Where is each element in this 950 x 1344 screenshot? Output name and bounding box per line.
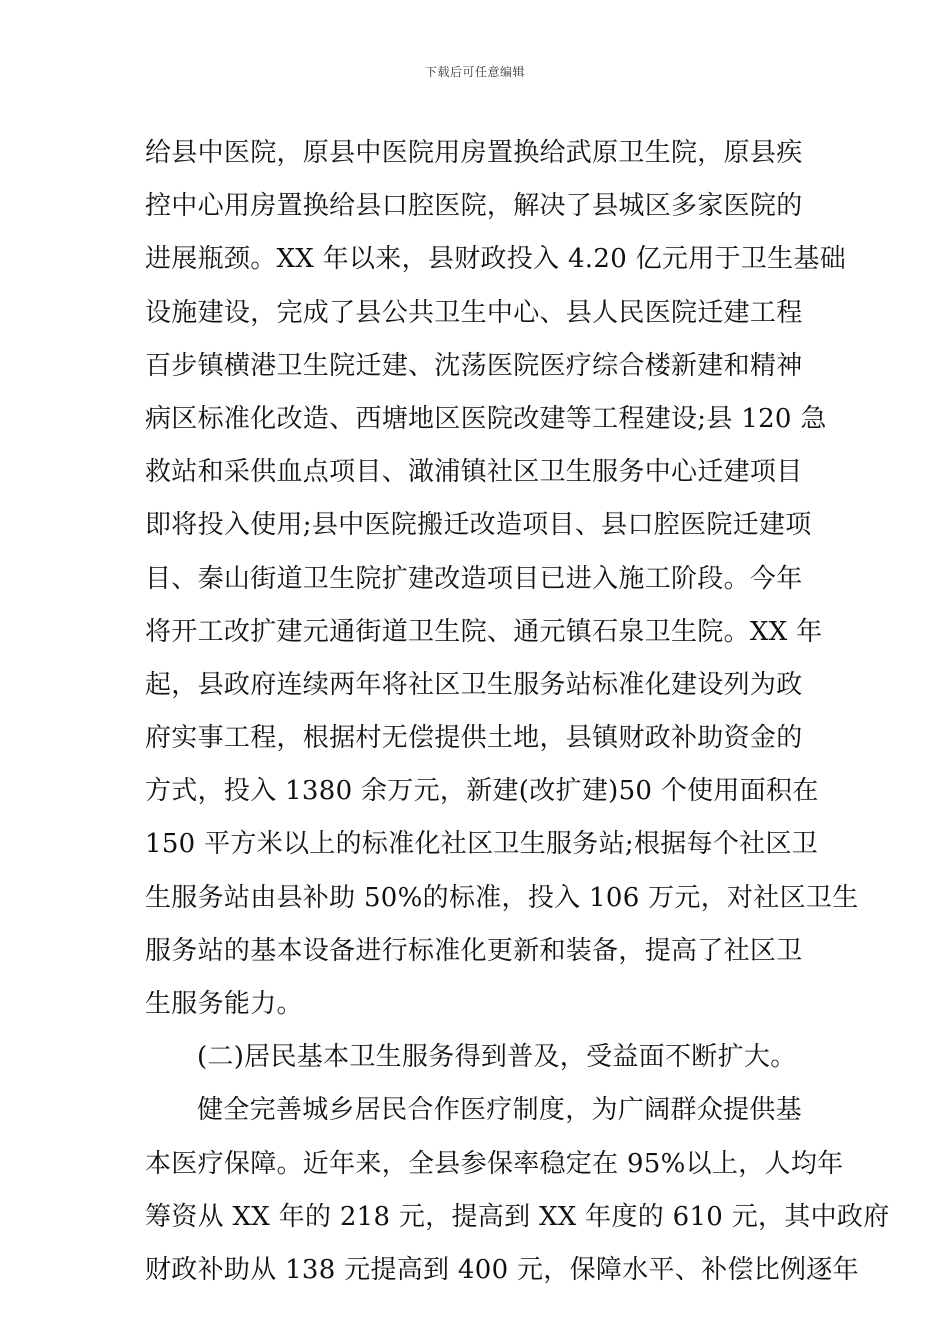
text-line: 病区标准化改造、西塘地区医院改建等工程建设;县 120 急 — [145, 403, 827, 434]
text-line: 控中心用房置换给县口腔医院，解决了县城区多家医院的 — [145, 191, 803, 222]
text-line: 即将投入使用;县中医院搬迁改造项目、县口腔医院迁建项 — [145, 510, 812, 541]
text-line: 生服务能力。 — [145, 989, 303, 1019]
text-line: 服务站的基本设备进行标准化更新和装备，提高了社区卫 — [145, 935, 803, 966]
text-line: 财政补助从 138 元提高到 400 元，保障水平、补偿比例逐年 — [145, 1254, 859, 1285]
page-header-note: 下载后可任意编辑 — [424, 65, 525, 79]
text-line: 救站和采供血点项目、澉浦镇社区卫生服务中心迁建项目 — [145, 457, 803, 488]
text-line: 筹资从 XX 年的 218 元，提高到 XX 年度的 610 元，其中政府 — [145, 1201, 890, 1232]
text-line: 府实事工程，根据村无偿提供土地，县镇财政补助资金的 — [145, 723, 803, 754]
text-line: 进展瓶颈。XX 年以来，县财政投入 4.20 亿元用于卫生基础 — [145, 244, 847, 275]
text-line: 健全完善城乡居民合作医疗制度，为广阔群众提供基 — [197, 1095, 802, 1126]
text-line: 将开工改扩建元通街道卫生院、通元镇石泉卫生院。XX 年 — [145, 616, 823, 647]
text-line: 设施建设，完成了县公共卫生中心、县人民医院迁建工程 — [145, 297, 803, 328]
text-line: 生服务站由县补助 50%的标准，投入 106 万元，对社区卫生 — [145, 882, 859, 913]
text-line: 方式，投入 1380 余万元，新建(改扩建)50 个使用面积在 — [145, 776, 819, 807]
text-line: 起，县政府连续两年将社区卫生服务站标准化建设列为政 — [145, 669, 803, 700]
text-line: 给县中医院，原县中医院用房置换给武原卫生院，原县疾 — [145, 138, 803, 168]
text-line: 目、秦山街道卫生院扩建改造项目已进入施工阶段。今年 — [145, 563, 803, 594]
section-heading: (二)居民基本卫生服务得到普及，受益面不断扩大。 — [197, 1042, 797, 1073]
text-line: 本医疗保障。近年来，全县参保率稳定在 95%以上，人均年 — [145, 1148, 844, 1179]
text-line: 百步镇横港卫生院迁建、沈荡医院医疗综合楼新建和精神 — [145, 350, 803, 381]
text-line: 150 平方米以上的标准化社区卫生服务站;根据每个社区卫 — [145, 829, 819, 860]
body-text — [145, 127, 890, 1297]
